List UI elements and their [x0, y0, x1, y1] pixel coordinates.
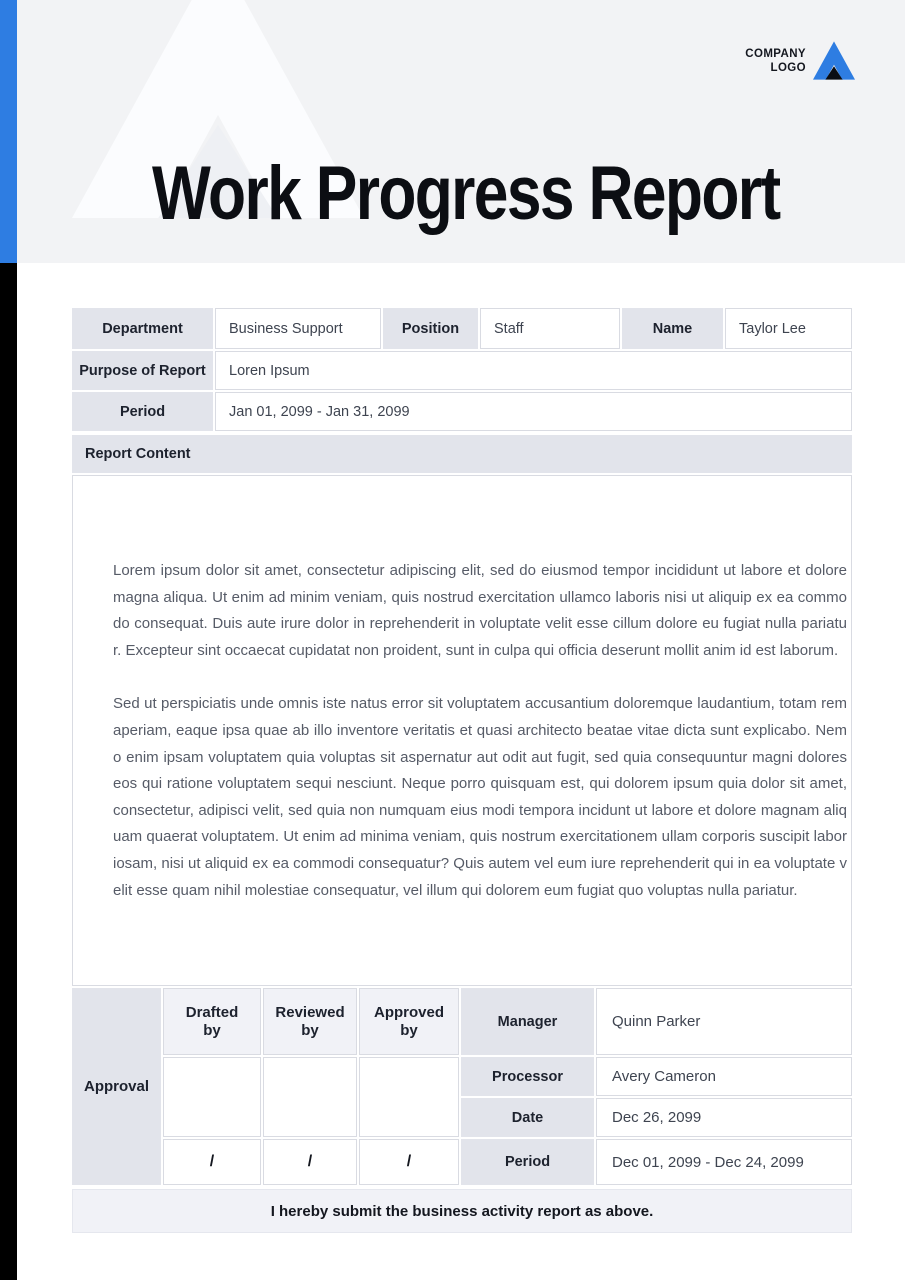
- left-accent-bar-black: [0, 263, 17, 1280]
- department-label: Department: [72, 308, 213, 349]
- approved-by-signature-cell: [359, 1057, 459, 1137]
- processor-value: Avery Cameron: [596, 1057, 852, 1096]
- company-logo-text: [745, 47, 806, 75]
- approval-period-label: Period: [461, 1139, 594, 1185]
- drafted-by-slash: /: [163, 1139, 261, 1185]
- reviewed-by-header: Reviewed by: [263, 988, 357, 1055]
- report-content-body: [72, 475, 852, 986]
- drafted-by-header: Drafted by: [163, 988, 261, 1055]
- left-accent-bar-blue: [0, 0, 17, 263]
- reviewed-by-signature-cell: [263, 1057, 357, 1137]
- company-logo-line2: LOGO: [770, 61, 806, 74]
- department-value: Business Support: [215, 308, 381, 349]
- report-info-table: [72, 308, 852, 431]
- manager-value: Quinn Parker: [596, 988, 852, 1055]
- period-value: Jan 01, 2099 - Jan 31, 2099: [215, 392, 852, 431]
- company-logo: [745, 41, 855, 80]
- purpose-label: Purpose of Report: [72, 351, 213, 390]
- submission-statement: I hereby submit the business activity report as above.: [72, 1189, 852, 1233]
- report-content-header: Report Content: [72, 435, 852, 473]
- document-header: [17, 0, 905, 263]
- page-title: Work Progress Report: [152, 151, 780, 236]
- processor-label: Processor: [461, 1057, 594, 1096]
- purpose-value: Loren Ipsum: [215, 351, 852, 390]
- report-paragraph-2: Sed ut perspiciatis unde omnis iste natus error sit voluptatem accusantium doloremque laudantium, totam rem aperiam, eaque ipsa quae ab illo inventore veritatis et quasi architecto beatae vitae dicta sunt explicabo. Nemo enim ipsam voluptatem quia voluptas sit aspernatur aut odit aut fugit, sed quia consequuntur magni dolores eos qui ratione voluptatem sequi nesciunt. Neque porro quisquam est, qui dolorem ipsum quia dolor sit amet, consectetur, adipisci velit, sed quia non numquam eius modi tempora incidunt ut labore et dolore magnam aliquam quaerat voluptatem. Ut enim ad minima veniam, quis nostrum exercitationem ullam corporis suscipit laboriosam, nisi ut aliquid ex ea commodi consequatur? Quis autem vel eum iure reprehenderit qui in ea voluptate velit esse quam nihil molestiae consequatur, vel illum qui dolorem eum fugiat quo voluptas nulla pariatur.: [113, 695, 847, 899]
- date-label: Date: [461, 1098, 594, 1137]
- drafted-by-signature-cell: [163, 1057, 261, 1137]
- name-label: Name: [622, 308, 723, 349]
- position-value: Staff: [480, 308, 620, 349]
- company-logo-line1: COMPANY: [745, 47, 806, 60]
- position-label: Position: [383, 308, 478, 349]
- approved-by-header: Approved by: [359, 988, 459, 1055]
- date-value: Dec 26, 2099: [596, 1098, 852, 1137]
- report-paragraph-1: Lorem ipsum dolor sit amet, consectetur adipiscing elit, sed do eiusmod tempor incididunt ut labore et dolore magna aliqua. Ut enim ad minim veniam, quis nostrud exercitation ullamco laboris nisi ut aliquip ex ea commodo consequat. Duis aute irure dolor in reprehenderit in voluptate velit esse cillum dolore eu fugiat nulla pariatur. Excepteur sint occaecat cupidatat non proident, sunt in culpa qui officia deserunt mollit anim id est laborum.: [113, 562, 847, 659]
- manager-label: Manager: [461, 988, 594, 1055]
- approval-period-value: Dec 01, 2099 - Dec 24, 2099: [596, 1139, 852, 1185]
- approval-table: [72, 988, 852, 1185]
- period-label: Period: [72, 392, 213, 431]
- reviewed-by-slash: /: [263, 1139, 357, 1185]
- approved-by-slash: /: [359, 1139, 459, 1185]
- name-value: Taylor Lee: [725, 308, 852, 349]
- approval-label: Approval: [72, 988, 161, 1185]
- company-logo-icon: [813, 41, 855, 80]
